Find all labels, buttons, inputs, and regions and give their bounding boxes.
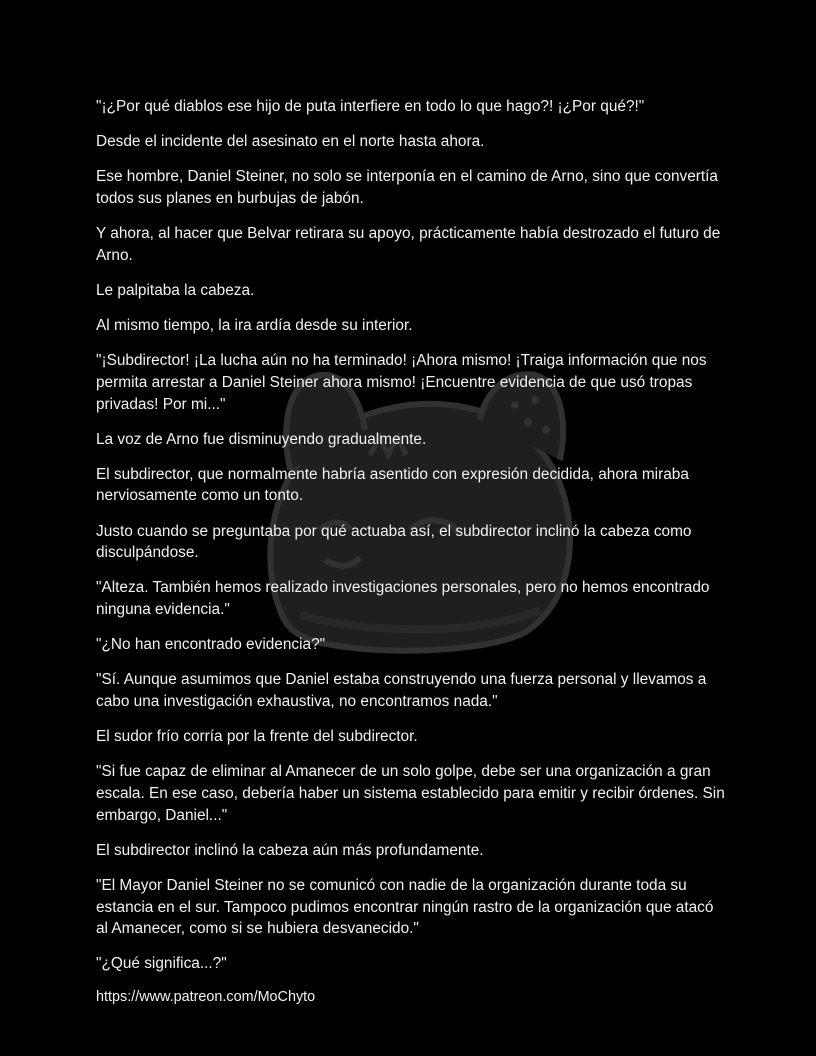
paragraph: "El Mayor Daniel Steiner no se comunicó con nadie de la organización durante toda su estancia en el sur. Tampoco pudimos encontrar ningún rastro de la organización que atacó al Amanecer, como si se hubiera desvanecido." xyxy=(96,876,714,938)
chapter-text xyxy=(96,96,726,989)
paragraph: Desde el incidente del asesinato en el norte hasta ahora. xyxy=(96,133,485,151)
paragraph: "Si fue capaz de eliminar al Amanecer de un solo golpe, debe ser una organización a gran escala. En ese caso, debería haber un sistema establecido para emitir y recibir órdenes. Sin embargo, Daniel..." xyxy=(96,763,725,824)
patreon-link[interactable]: https://www.patreon.com/MoChyto xyxy=(96,989,316,1005)
paragraph: La voz de Arno fue disminuyendo gradualmente. xyxy=(96,430,427,448)
paragraph: "Alteza. También hemos realizado investigaciones personales, pero no hemos encontrado ninguna evidencia." xyxy=(96,579,710,619)
paragraph: "¡Subdirector! ¡La lucha aún no ha terminado! ¡Ahora mismo! ¡Traiga información que nos permita arrestar a Daniel Steiner ahora mismo! ¡Encuentre evidencia de que usó tropas privadas! Por mi..." xyxy=(96,352,707,413)
paragraph: "¿Qué significa...?" xyxy=(96,955,227,973)
paragraph: Le palpitaba la cabeza. xyxy=(96,281,255,299)
paragraph: "¡¿Por qué diablos ese hijo de puta interfiere en todo lo que hago?! ¡¿Por qué?!" xyxy=(96,98,645,115)
paragraph: Justo cuando se preguntaba por qué actuaba así, el subdirector inclinó la cabeza como disculpándose. xyxy=(96,522,692,562)
paragraph: Y ahora, al hacer que Belvar retirara su apoyo, prácticamente había destrozado el futuro de Arno. xyxy=(96,225,721,264)
paragraph: "¿No han encontrado evidencia?" xyxy=(96,636,326,654)
paragraph: Al mismo tiempo, la ira ardía desde su interior. xyxy=(96,317,413,335)
paragraph: Ese hombre, Daniel Steiner, no solo se interponía en el camino de Arno, sino que convertía todos sus planes en burbujas de jabón. xyxy=(96,168,718,207)
paragraph: El sudor frío corría por la frente del subdirector. xyxy=(96,728,418,746)
paragraph: "Sí. Aunque asumimos que Daniel estaba construyendo una fuerza personal y llevamos a cabo una investigación exhaustiva, no encontramos nada." xyxy=(96,671,707,710)
paragraph: El subdirector inclinó la cabeza aún más profundamente. xyxy=(96,841,484,859)
paragraph: El subdirector, que normalmente habría asentido con expresión decidida, ahora miraba nerviosamente como un tonto. xyxy=(96,465,689,505)
